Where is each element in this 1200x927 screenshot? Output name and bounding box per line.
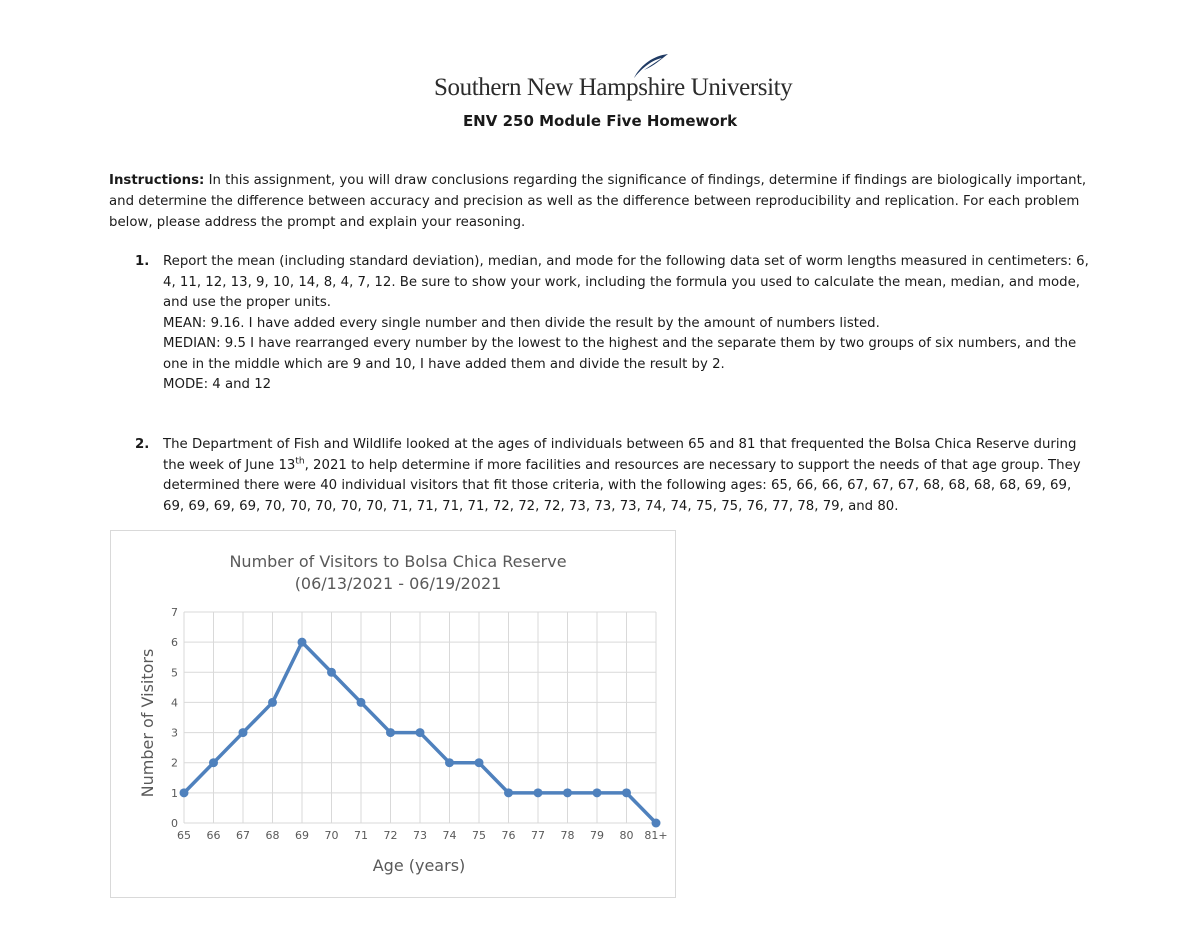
- x-tick-label: 76: [501, 829, 516, 842]
- x-tick-label: 71: [354, 829, 368, 842]
- x-tick-label: 68: [265, 829, 280, 842]
- logo-wordmark: Southern New Hampshire University: [434, 74, 793, 101]
- y-tick-label: 0: [171, 817, 178, 830]
- data-point: [386, 728, 395, 737]
- data-point: [298, 638, 307, 647]
- data-point: [593, 788, 602, 797]
- x-tick-label: 65: [177, 829, 191, 842]
- x-tick-label: 73: [413, 829, 427, 842]
- data-point: [563, 788, 572, 797]
- x-tick-label: 67: [236, 829, 250, 842]
- chart-title-line2: (06/13/2021 - 06/19/2021: [294, 574, 502, 593]
- question-1-mean-answer: MEAN: 9.16. I have added every single number and then divide the result by the amount of numbers listed.: [163, 315, 880, 331]
- visitors-chart: [110, 530, 676, 898]
- x-tick-label: 72: [383, 829, 398, 842]
- question-2-superscript: th: [295, 456, 305, 467]
- x-tick-label: 74: [442, 829, 457, 842]
- data-point: [504, 788, 513, 797]
- y-tick-label: 2: [171, 756, 178, 770]
- feather-icon: [630, 52, 670, 80]
- question-2-number: 2.: [135, 437, 150, 452]
- x-tick-label: 80: [619, 829, 634, 842]
- page-title: ENV 250 Module Five Homework: [462, 112, 738, 130]
- data-point: [416, 728, 425, 737]
- x-tick-label: 66: [206, 829, 221, 842]
- instructions-paragraph: [109, 170, 1089, 233]
- y-tick-label: 4: [171, 696, 178, 710]
- question-2-text-part1: The Department of Fish and Wildlife looked at the ages of individuals between 65 and 81 that frequented the Bolsa Chica Reserve during the week of June 13: [163, 437, 1077, 473]
- y-tick-label: 7: [171, 606, 178, 619]
- data-point: [622, 788, 631, 797]
- question-1-number: 1.: [135, 254, 150, 269]
- instructions-label: Instructions:: [109, 173, 205, 188]
- y-tick-label: 1: [171, 786, 178, 800]
- chart-ticks: [171, 606, 668, 842]
- chart-y-axis-label: Number of Visitors: [138, 648, 157, 798]
- question-2-text-part2: , 2021 to help determine if more facilities and resources are necessary to support the needs of that age group. They determined there were 40 individual visitors that fit those criteria, with the following ages: 65, 66, 66, 67, 67, 67, 68, 68, 68, 68, 69, 69, 69, 69, 69, 69, 70, 70, 70, 70, 70, 71, 71, 71, 71, 72, 72, 72, 73, 73, 73, 74, 74, 75, 75, 76, 77, 78, 79, and 80.: [163, 457, 1081, 514]
- question-1-prompt: Report the mean (including standard deviation), median, and mode for the following data set of worm lengths measured in centimeters: 6, 4, 11, 12, 13, 9, 10, 14, 8, 4, 7, 12. Be sure to show your work, including the formula you used to calculate the mean, median, and mode, and use the proper units.: [163, 254, 1089, 310]
- x-tick-label: 78: [560, 829, 575, 842]
- x-tick-label: 81+: [644, 829, 668, 842]
- x-tick-label: 69: [295, 829, 309, 842]
- chart-svg: [111, 531, 677, 899]
- university-logo: [434, 52, 793, 104]
- question-2-text: [163, 435, 1093, 517]
- x-tick-label: 79: [590, 829, 604, 842]
- instructions-text: In this assignment, you will draw conclusions regarding the significance of findings, determine if findings are biologically important, and determine the difference between accuracy and precision as well as the difference between reproducibility and replication. For each problem below, please address the prompt and explain your reasoning.: [109, 173, 1087, 230]
- data-point: [268, 698, 277, 707]
- data-point: [652, 819, 661, 828]
- data-point: [327, 668, 336, 677]
- x-tick-label: 77: [531, 829, 545, 842]
- x-tick-label: 70: [324, 829, 339, 842]
- y-tick-label: 6: [171, 636, 178, 650]
- data-point: [180, 788, 189, 797]
- data-point: [357, 698, 366, 707]
- y-tick-label: 3: [171, 726, 178, 740]
- data-point: [239, 728, 248, 737]
- data-point: [445, 758, 454, 767]
- data-point: [475, 758, 484, 767]
- data-point: [534, 788, 543, 797]
- question-1-median-answer: MEDIAN: 9.5 I have rearranged every number by the lowest to the highest and the separate them by two groups of six numbers, and the one in the middle which are 9 and 10, I have added them and divide the result by 2.: [163, 336, 1077, 372]
- x-tick-label: 75: [472, 829, 486, 842]
- data-point: [209, 758, 218, 767]
- chart-x-axis-label: Age (years): [372, 856, 466, 875]
- chart-title-line1: Number of Visitors to Bolsa Chica Reserve: [229, 552, 567, 571]
- question-1-mode-answer: MODE: 4 and 12: [163, 377, 272, 392]
- y-tick-label: 5: [171, 666, 178, 680]
